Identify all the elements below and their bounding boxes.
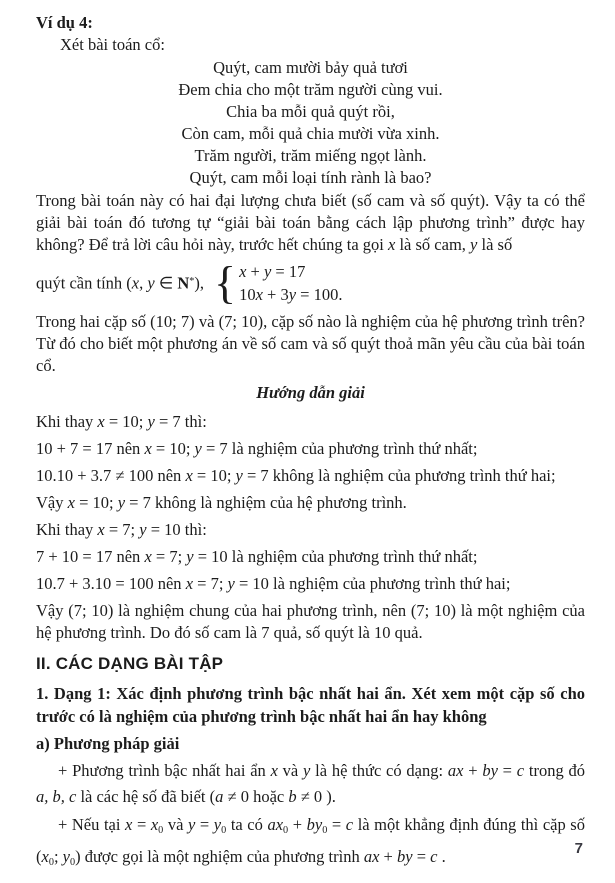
poem-block (36, 57, 585, 189)
poem-line: Quýt, cam mười bảy quả tươi (213, 58, 408, 77)
equation-2: 10x + 3y = 100. (239, 285, 343, 304)
poem-line: Quýt, cam mỗi loại tính rành là bao? (189, 168, 432, 187)
solution-line: Khi thay x = 7; y = 10 thì: (36, 520, 207, 539)
method-point-1: + Phương trình bậc nhất hai ẩn x và y là hệ thức có dạng: ax + by = c trong đó a, b, c là các hệ số đã biết (a ≠ 0 hoặc b ≠ 0 ). (36, 761, 585, 806)
intro-line: Xét bài toán cổ: (60, 35, 165, 54)
solution-line: 10.7 + 3.10 = 100 nên x = 7; y = 10 là nghiệm của phương trình thứ hai; (36, 574, 511, 593)
solution-line: Khi thay x = 10; y = 7 thì: (36, 412, 207, 431)
system-brace: { (213, 257, 237, 308)
solution-line: 10 + 7 = 17 nên x = 10; y = 7 là nghiệm của phương trình thứ nhất; (36, 439, 478, 458)
poem-line: Đem chia cho một trăm người cùng vui. (178, 80, 443, 99)
solution-line: 10.10 + 3.7 ≠ 100 nên x = 10; y = 7 không là nghiệm của phương trình thứ hai; (36, 466, 556, 485)
solution-line: 7 + 10 = 17 nên x = 7; y = 10 là nghiệm của phương trình thứ nhất; (36, 547, 478, 566)
paragraph-problem-setup: Trong bài toán này có hai đại lượng chưa biết (số cam và số quýt). Vậy ta có thể giải bài toán đó tương tự “giải bài toán bằng cách lập phương trình” được hay không? Để trả lời câu hỏi này, trước hết chúng ta gọi x là số cam, y là số (36, 191, 585, 254)
system-equations (239, 260, 342, 306)
solution-line: Vậy x = 10; y = 7 không là nghiệm của hệ phương trình. (36, 493, 407, 512)
solution-block (36, 411, 585, 644)
solution-heading: Hướng dẫn giải (256, 383, 365, 402)
method-heading: a) Phương pháp giải (36, 734, 180, 753)
dang1-heading: 1. Dạng 1: Xác định phương trình bậc nhất hai ẩn. Xét xem một cặp số cho trước có là nghiệm của phương trình bậc nhất hai ẩn hay không (36, 684, 585, 726)
solution-conclusion: Vậy (7; 10) là nghiệm chung của hai phương trình, nên (7; 10) là một nghiệm của hệ phương trình. Do đó số cam là 7 quả, số quýt là 10 quả. (36, 601, 585, 642)
poem-line: Chia ba mỗi quả quýt rồi, (226, 102, 395, 121)
equation-1: x + y = 17 (239, 262, 306, 281)
paragraph-question: Trong hai cặp số (10; 7) và (7; 10), cặp số nào là nghiệm của hệ phương trình trên? Từ đó cho biết một phương án về số cam và số quýt thoả mãn yêu cầu của bài toán cổ. (36, 312, 585, 375)
equation-system (36, 259, 585, 307)
example-label: Ví dụ 4: (36, 13, 93, 32)
equation-system-prefix: quýt cần tính (x, y ∈ N*), (36, 273, 204, 293)
page-number: 7 (574, 840, 583, 857)
section-heading-dang-bai-tap: II. CÁC DẠNG BÀI TẬP (36, 654, 224, 673)
poem-line: Trăm người, trăm miếng ngọt lành. (194, 146, 427, 165)
method-point-2: + Nếu tại x = x0 và y = y0 ta có ax0 + by0 = c là một khẳng định đúng thì cặp số (x0; y0) được gọi là một nghiệm của phương trình ax + by = c . (36, 815, 585, 868)
poem-line: Còn cam, mỗi quả chia mười vừa xinh. (181, 124, 440, 143)
